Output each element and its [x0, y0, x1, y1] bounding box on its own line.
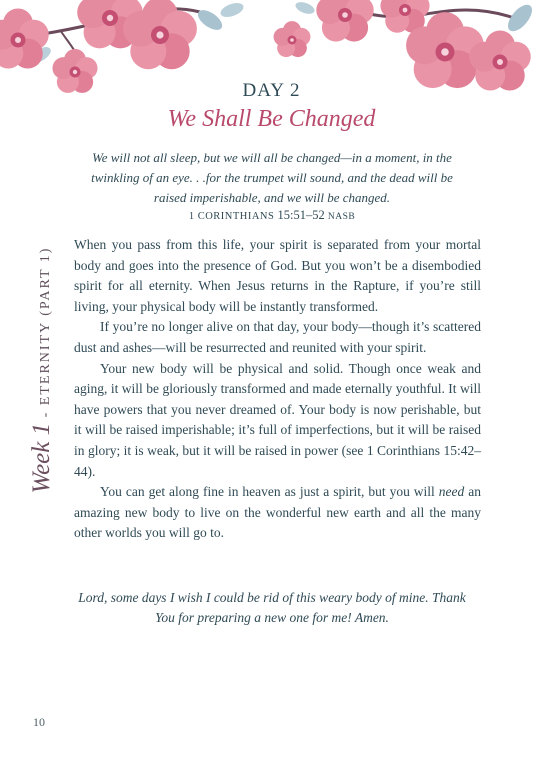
body-paragraph: If you’re no longer alive on that day, your body—though it’s scattered dust and ashes—will be resurrected and reunited with your spirit. — [74, 319, 481, 355]
reference-translation: NASB — [327, 212, 356, 222]
week-label: Week 1 — [28, 422, 55, 494]
reference-book: 1 CORINTHIANS — [188, 211, 275, 222]
reference-chapter-verse: 15:51–52 — [277, 208, 325, 222]
body-paragraph: Your new body will be physical and solid. Though once weak and aging, it will be gloriously transformed and made eternally youthful. It will have powers that you never dreamed of. Your body is now perishable, but it will be raised imperishable; it’s full of imperfections, but it will be raised in glory; it is weak, but it will be raised in power (see 1 Corinthians 15:42–44). — [74, 360, 481, 479]
week-side-label — [28, 247, 56, 494]
page-title: We Shall Be Changed — [167, 106, 376, 132]
body-paragraph — [74, 482, 481, 544]
scripture-reference — [74, 208, 470, 223]
body-text: You can get along fine in heaven as just a spirit, but you will — [100, 484, 439, 500]
body-paragraph: When you pass from this life, your spirit is separated from your mortal body and goes into the presence of God. But you won’t be a disembodied spirit for all eternity. When Jesus returns in the Rapture, if you’re still living, your physical body will be instantly transformed. — [74, 237, 481, 314]
emphasis-text: need — [438, 484, 465, 500]
day-heading: DAY 2 — [242, 80, 301, 101]
body-text: an amazing new body to live on the wonderful new earth and all the many other worlds you will go to. — [74, 484, 481, 541]
devotional-body — [74, 235, 481, 544]
scripture-verse: We will not all sleep, but we will all be changed—in a moment, in the twinkling of an eye. . .for the trumpet will sound, and the dead will be raised imperishable, and we will be changed. — [91, 150, 453, 205]
closing-prayer: Lord, some days I wish I could be rid of this weary body of mine. Thank You for preparing a new one for me! Amen. — [78, 590, 466, 625]
page-number: 10 — [33, 715, 45, 729]
week-theme-label: - ETERNITY (PART 1) — [38, 246, 53, 423]
